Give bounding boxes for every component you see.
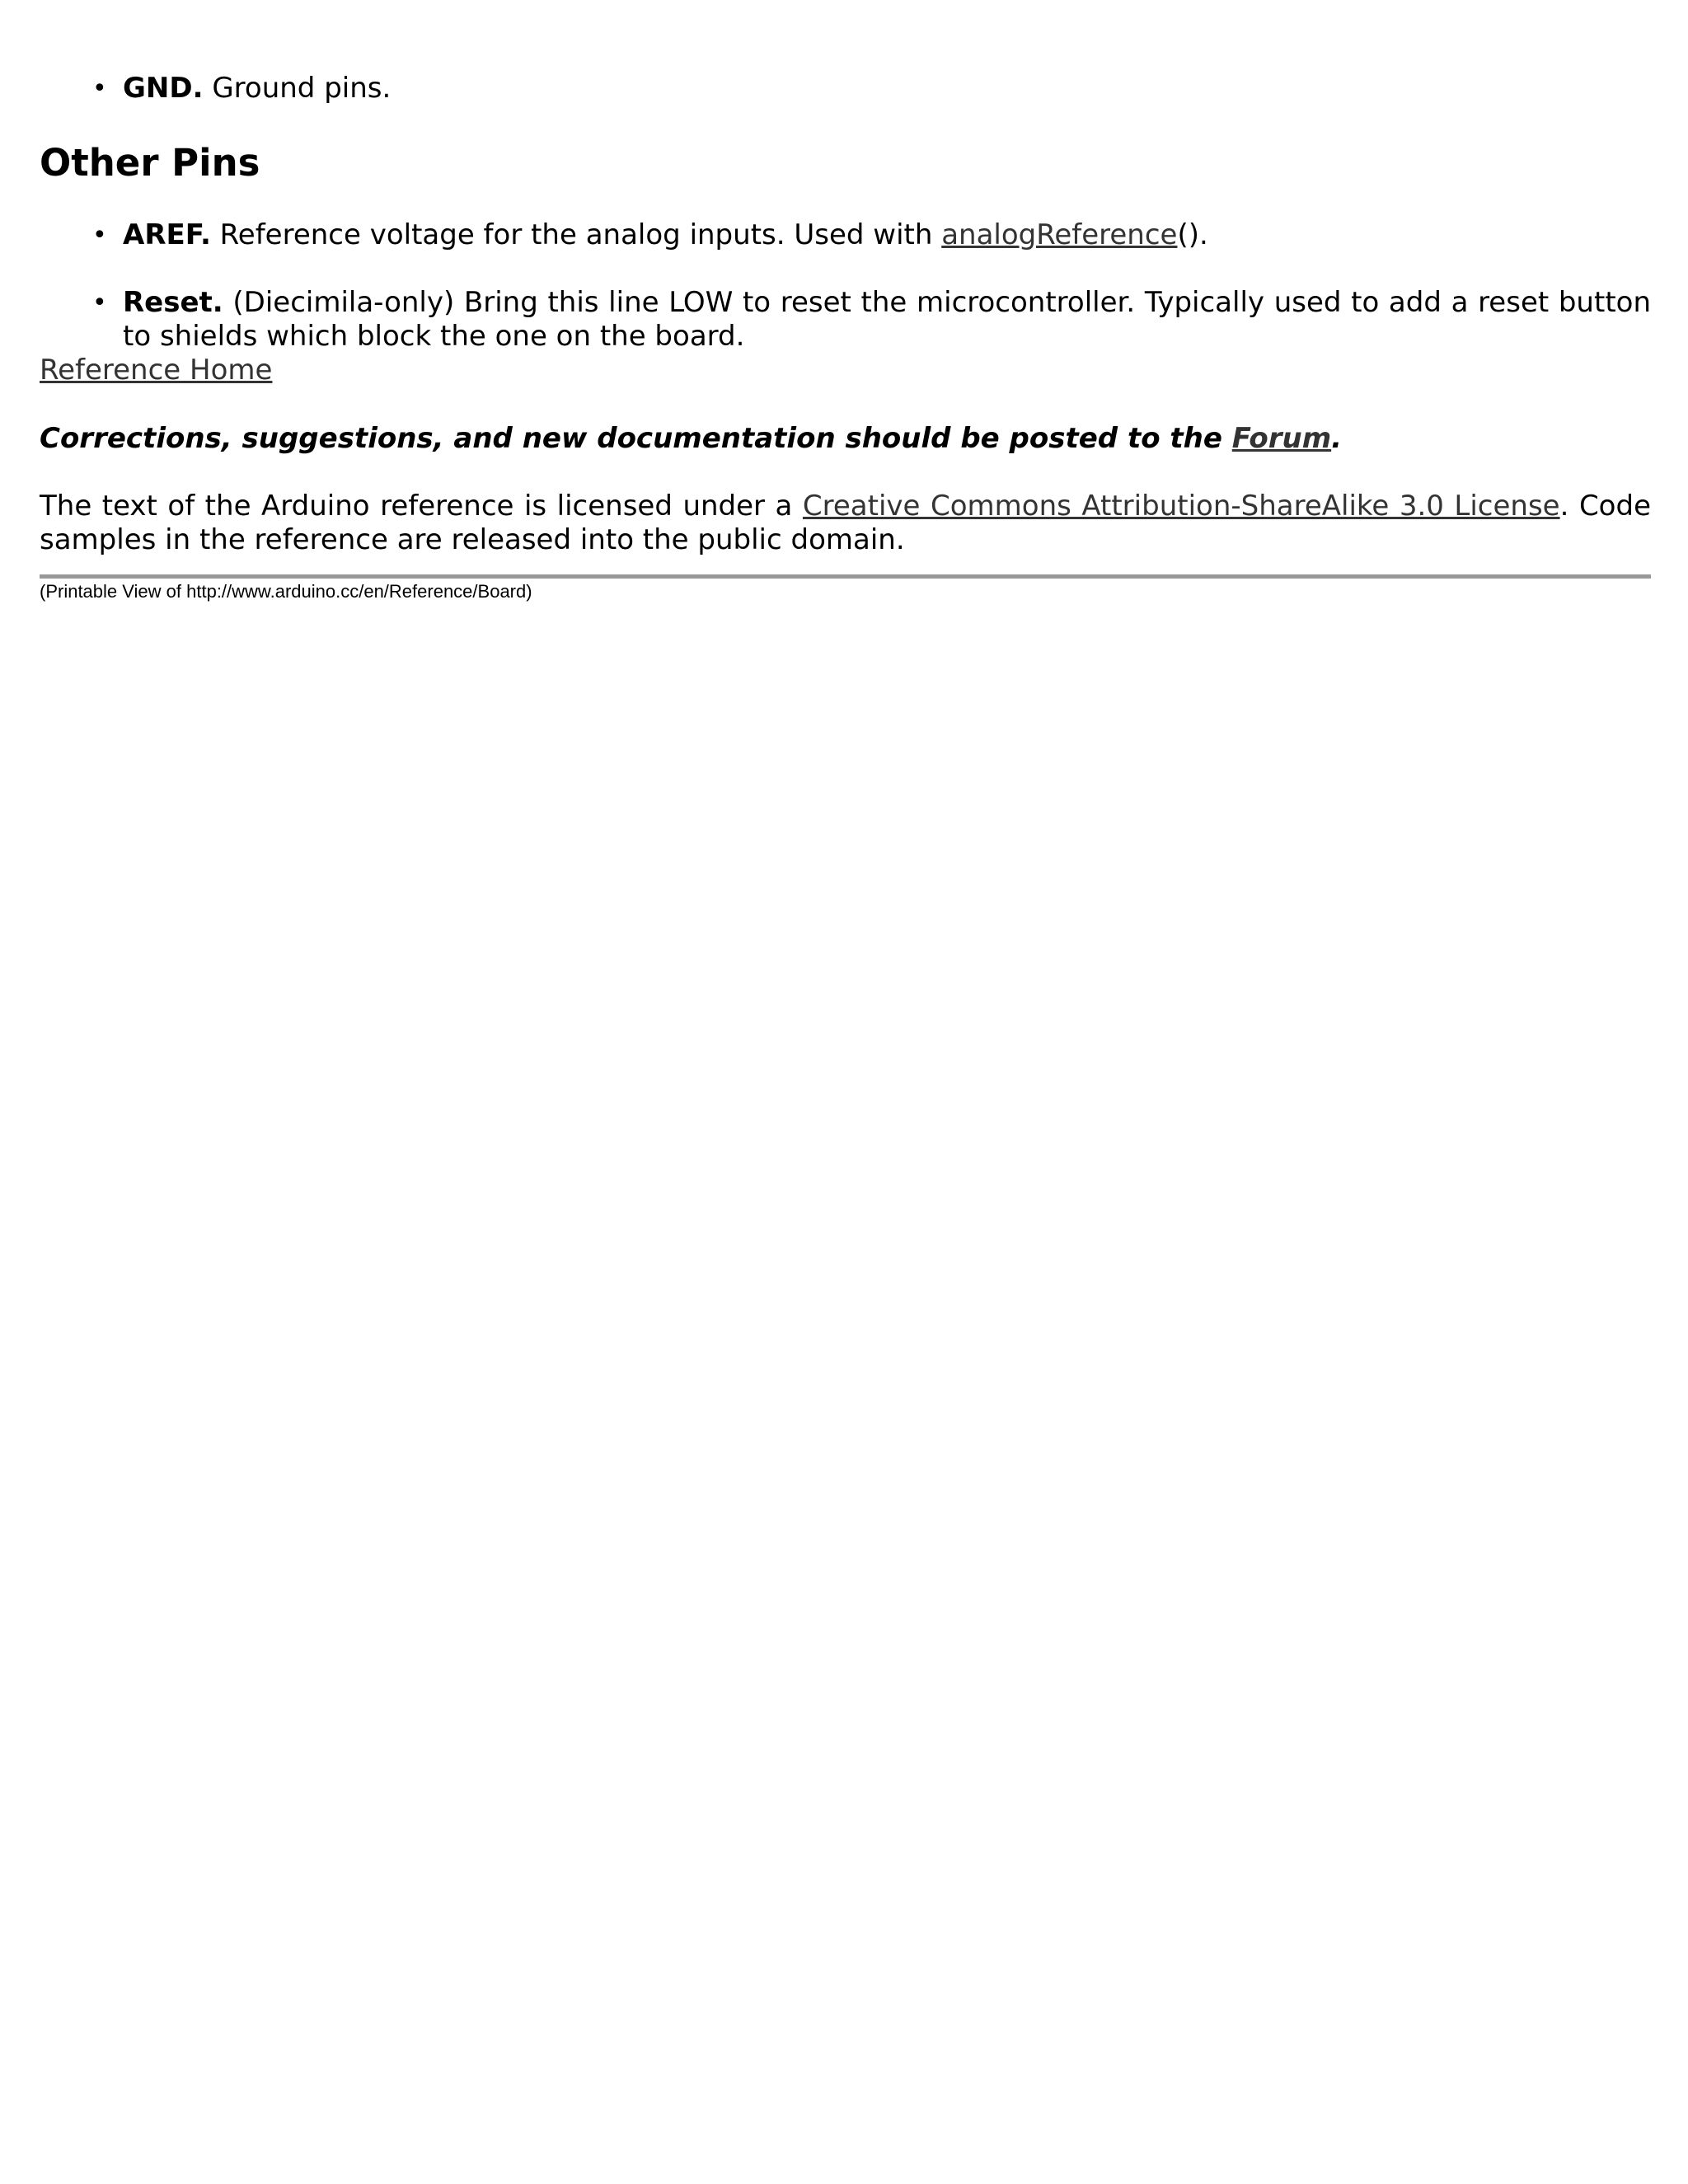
bullet-icon: • xyxy=(92,74,107,103)
aref-description: Reference voltage for the analog inputs. Used with xyxy=(210,218,942,251)
corrections-suffix: . xyxy=(1331,422,1343,455)
creative-commons-license-link[interactable]: Creative Commons Attribution-ShareAlike 3.0 License xyxy=(802,490,1560,523)
aref-label: AREF. xyxy=(123,218,211,251)
bullet-icon: • xyxy=(92,288,107,317)
license-notice xyxy=(40,490,1651,557)
gnd-description: Ground pins. xyxy=(203,72,392,105)
aref-suffix: (). xyxy=(1177,218,1208,251)
reference-home-row xyxy=(40,354,272,387)
reset-pin-list xyxy=(40,286,1651,354)
gnd-label: GND. xyxy=(123,72,204,105)
corrections-note xyxy=(40,422,1342,456)
ground-pin-list xyxy=(40,72,1651,105)
footer-divider xyxy=(40,574,1651,579)
printable-view-url: (Printable View of http://www.arduino.cc/en/Reference/Board) xyxy=(40,581,532,602)
aref-pin-list xyxy=(40,218,1651,252)
forum-link[interactable]: Forum xyxy=(1231,422,1332,455)
license-text: The text of the Arduino reference is licensed under a xyxy=(40,490,803,523)
list-item-gnd xyxy=(40,72,1651,105)
analog-reference-link[interactable]: analogReference xyxy=(941,218,1178,251)
corrections-text: Corrections, suggestions, and new documentation should be posted to the xyxy=(40,422,1232,455)
bullet-icon: • xyxy=(92,221,107,250)
license-suffix: . Code samples in the reference are released into the public domain. xyxy=(40,490,1651,556)
list-item-aref xyxy=(40,218,1651,252)
list-item-reset xyxy=(40,286,1651,354)
reference-home-link[interactable]: Reference Home xyxy=(40,354,273,387)
reset-description: (Diecimila-only) Bring this line LOW to reset the microcontroller. Typically used to add a reset button to shields which block the one on the board. xyxy=(123,286,1651,353)
section-heading-other-pins: Other Pins xyxy=(40,141,260,185)
reset-label: Reset. xyxy=(123,286,223,319)
